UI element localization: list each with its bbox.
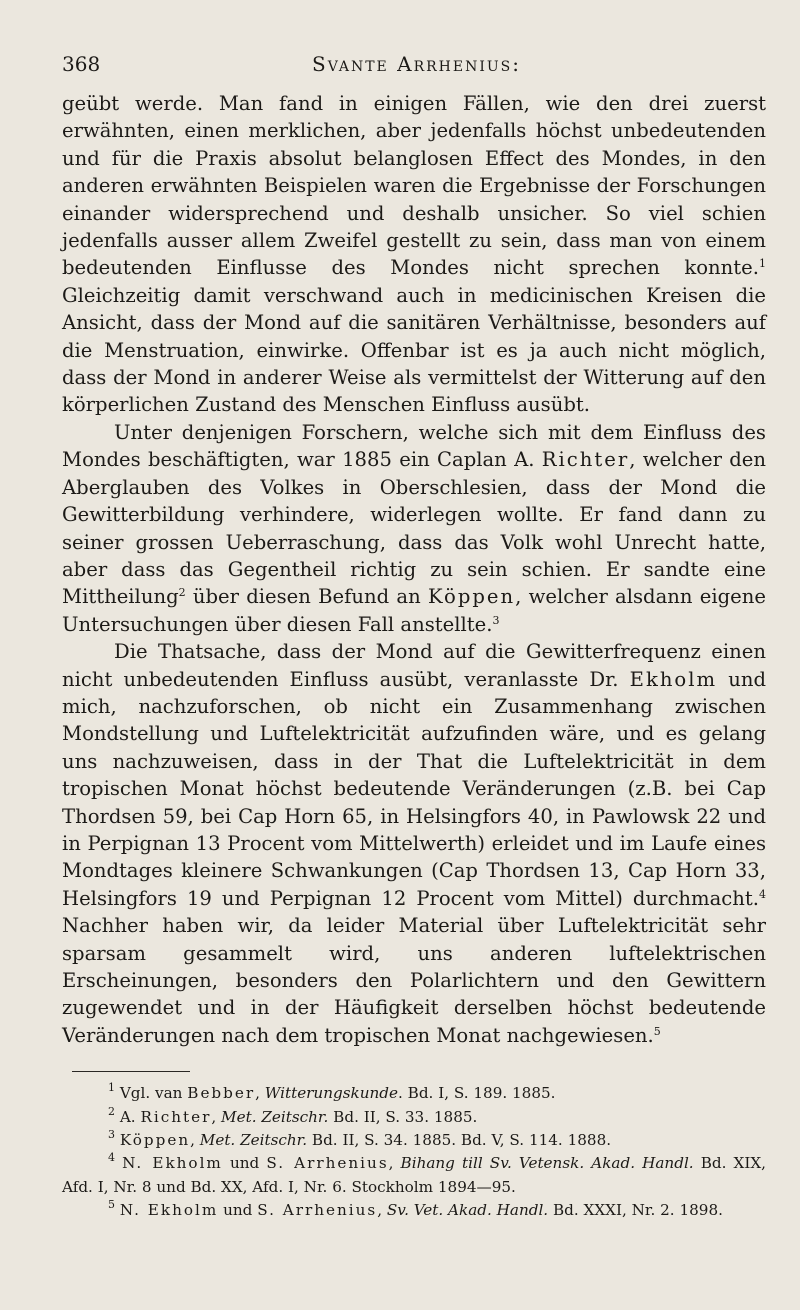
footnote-2: $^2$ A. Richter, Met. Zeitschr. Bd. II, S. 33. 1885. [108,1104,478,1126]
running-title: Svante Arrhenius: [312,52,521,76]
footnote-divider [72,1071,190,1072]
page-header [62,52,766,76]
page-number: 368 [62,52,101,76]
footnote-ref-3: 3 [492,613,500,627]
footnote-4: $^4$ N. Ekholm und S. Arrhenius, Bihang till Sv. Vetensk. Akad. Handl. Bd. XIX, Afd. I, Nr. 8 und Bd. XX, Afd. I, Nr. 6. Stockholm 1894—95. [62,1151,766,1196]
paragraph-1: geübt werde. Man fand in einigen Fällen, wie den drei zuerst erwähnten, einen merklichen, aber jedenfalls höchst unbedeutenden und für die Praxis absolut belanglosen Effect des Mondes, in den anderen erwähnten Beispielen waren die Ergebnisse der Forschungen einander widersprechend und deshalb unsicher. So viel schien jedenfalls ausser allem Zweifel gestellt zu sein, dass man von einem bedeutenden Einflusse des Mondes nicht sprechen konnte.$^1$ Gleichzeitig damit verschwand auch in medicinischen Kreisen die Ansicht, dass der Mond auf die sanitären Verhältnisse, besonders auf die Menstruation, einwirke. Offenbar ist es ja auch nicht möglich, dass der Mond in anderer Weise als vermittelst der Witterung auf den körperlichen Zustand des Menschen Einfluss ausübt. [62,92,766,417]
footnote-ref-1: 1 [759,257,766,271]
person-name: Richter [541,448,630,472]
footnote-ref-5: 5 [653,1024,661,1038]
paragraph-3: Die Thatsache, dass der Mond auf die Gewitterfrequenz einen nicht unbedeutenden Einfluss ausübt, veranlasste Dr. Ekholm und mich, nachzuforschen, ob nicht ein Zusammenhang zwischen Mondstellung und Luftelektricität aufzufinden wäre, und es gelang uns nachzuweisen, dass in der That die Luftelektricität in dem tropischen Monat höchst bedeutende Veränderungen (z.B. bei Cap Thordsen 59, bei Cap Horn 65, in Helsingfors 40, in Pawlowsk 22 und in Perpignan 13 Procent vom Mittelwerth) erleidet und im Laufe eines Mondtages kleinere Schwankungen (Cap Thordsen 13, Cap Horn 33, Helsingfors 19 und Perpignan 12 Procent vom Mittel) durchmacht.$^4$ Nachher haben wir, da leider Material über Luftelektricität sehr sparsam gesammelt wird, uns anderen luftelektrischen Erscheinungen, besonders den Polarlichtern und den Gewittern zugewendet und in der Häufigkeit derselben höchst bedeutende Veränderungen nach dem tropischen Monat nachgewiesen.$^5$ [62,640,766,1047]
person-name: Ekholm [629,667,718,691]
paragraph-2: Unter denjenigen Forschern, welche sich mit dem Einfluss des Mondes beschäftigten, war 1885 ein Caplan A. Richter, welcher den Aberglauben des Volkes in Oberschlesien, dass der Mond die Gewitterbildung verhindere, widerlegen wollte. Er fand dann zu seiner grossen Ueberraschung, dass das Volk wohl Unrecht hatte, aber dass das Gegentheil richtig zu sein schien. Er sandte eine Mittheilung$^2$ über diesen Befund an Köppen, welcher alsdann eigene Untersuchungen über diesen Fall anstellte.$^3$ [62,420,766,636]
footnote-5: $^5$ N. Ekholm und S. Arrhenius, Sv. Vet. Akad. Handl. Bd. XXXI, Nr. 2. 1898. [108,1198,723,1220]
person-name: Köppen [427,585,516,609]
footnote-ref-4: 4 [759,887,766,901]
footnote-3: $^3$ Köppen, Met. Zeitschr. Bd. II, S. 34. 1885. Bd. V, S. 114. 1888. [108,1128,612,1150]
footnote-1: $^1$ Vgl. van Bebber, Witterungskunde. Bd. I, S. 189. 1885. [108,1081,556,1103]
footnote-ref-2: 2 [178,586,186,600]
